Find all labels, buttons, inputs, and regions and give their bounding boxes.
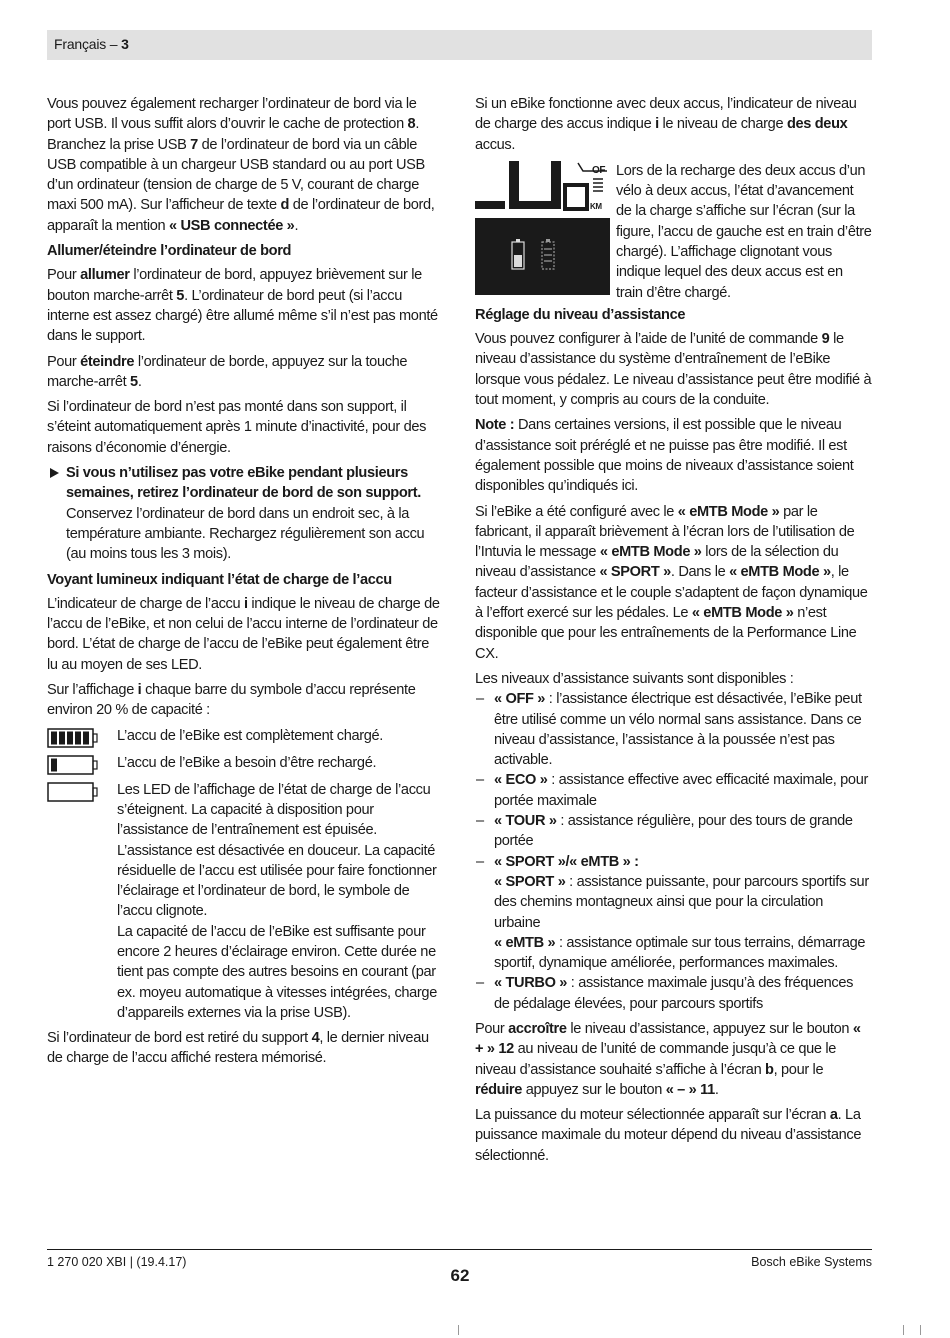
page-header [47,30,872,60]
battery-bars-paragraph: Sur l’affichage i chaque barre du symbole d’accu représente environ 20 % de capacité : [47,682,416,719]
power-on-paragraph: Pour allumer l’ordinateur de bord, appuyez brièvement sur le bouton marche-arrêt 5. L’ordinateur de bord peut (si l’accu interne est assez chargé) être allumé même s’il n’est pas monté dans le support. [47,267,438,345]
battery-low-row: L’accu de l’eBike a besoin d’être rechargé. [47,753,443,775]
crop-mark [903,1325,904,1335]
header-language: Français [54,36,107,52]
header-title [54,36,129,52]
right-column [475,94,872,1171]
storage-warning: Si vous n’utilisez pas votre eBike pendant plusieurs semaines, retirez l’ordinateur de bord de son support. Conservez l’ordinateur de bord dans un endroit sec, à la température ambiante. Rechargez régulièrement son accu (au moins tous les 3 mois). [47,463,443,564]
footer-doc-ref: 1 270 020 XBI | (19.4.17) [47,1255,187,1269]
assist-config-paragraph: Vous pouvez configurer à l’aide de l’unité de commande 9 le niveau d’assistance du système d’entraînement de l’eBike lorsque vous pédalez. Le niveau d’assistance peut être modifié à tout moment, y compris au cours de la conduite. [475,331,872,409]
usb-charge-paragraph: Vous pouvez également recharger l’ordinateur de bord via le port USB. Il vous suffit alors d’ouvrir le cache de protection 8. Branchez la prise USB 7 de l’ordinateur de bord via un câble USB compatible à un chargeur USB standard ou au port USB d’un ordinateur (tension de charge de 5 V, courant de charge maxi 500 mA). Sur l’afficheur de texte d de l’ordinateur de bord, apparaît la mention « USB connectée ». [47,96,435,234]
dual-battery-figure [475,161,872,301]
battery-full-row: L’accu de l’eBike est complètement chargé. [47,726,443,748]
section-heading-onoff: Allumer/éteindre l’ordinateur de bord [47,243,292,260]
power-paragraph: La puissance du moteur sélectionnée apparaît sur l’écran a. La puissance maximale du moteur dépend du niveau d’assistance sélectionné. [475,1107,862,1164]
page-number: 62 [450,1266,470,1285]
footer-brand: Bosch eBike Systems [751,1255,872,1269]
two-batteries-paragraph: Si un eBike fonctionne avec deux accus, l’indicateur de niveau de charge des accus indique i le niveau de charge des deux accus. [475,96,857,153]
section-heading-assist: Réglage du niveau d’assistance [475,306,686,323]
list-item: – « ECO » : assistance effective avec efficacité maximale, pour portée maximale [476,772,868,809]
auto-off-paragraph: Si l’ordinateur de bord n’est pas monté dans son support, il s’éteint automatiquement après 1 minute d’inactivité, pour des raisons d’économie d’énergie. [47,399,427,456]
display-of-label: OF [592,164,606,176]
power-off-paragraph: Pour éteindre l’ordinateur de borde, appuyez sur la touche marche-arrêt 5. [47,353,408,390]
emtb-paragraph: Si l’eBike a été configuré avec le « eMTB Mode » par le fabricant, il apparaît brièvement à l’écran lors de l’utilisation de l’Intuvia le message « eMTB Mode » lors de la sélection du niveau d’assistance « SPORT ». Dans le « eMTB Mode », le facteur d’assistance et le couple s’adaptent de façon dynamique à l’effort exercé sur les pédales. Le « eMTB Mode » n’est disponible que pour les entraînements de la Performance Line CX. [475,503,868,662]
left-column [47,94,443,1074]
footer-divider [47,1249,872,1250]
battery-empty-icon [47,782,99,802]
triangle-bullet-icon [50,468,59,478]
header-section-number: 3 [121,36,129,52]
display-figure [475,161,610,295]
header-separator: – [106,36,122,52]
memory-paragraph: Si l’ordinateur de bord est retiré du support 4, le dernier niveau de charge de l’accu affiché restera mémorisé. [47,1030,429,1067]
section-heading-battery-led: Voyant lumineux indiquant l’état de charge de l’accu [47,571,392,588]
battery-low-icon [47,755,99,775]
note-paragraph: Note : Dans certaines versions, il est possible que le niveau d’assistance soit préréglé et ne puisse pas être modifié. Il est également possible que moins de niveaux d’assistance soient disponibles qu’indiqués ici. [475,417,854,495]
crop-mark [920,1325,921,1335]
increase-paragraph: Pour accroître le niveau d’assistance, appuyez sur le bouton « + » 12 au niveau de l’unité de commande jusqu’à ce que le niveau d’assistance souhaité s’affiche à l’écran b, pour le réduire appuyez sur le bouton « – » 11. [475,1020,861,1098]
crop-mark [458,1325,459,1335]
list-item: – « SPORT »/« eMTB » : « SPORT » : assistance puissante, pour parcours sportifs sur des chemins montagneux ainsi que pour la circulation urbaine « eMTB » : assistance optimale sur tous terrains, démarrage sportif, dynamique améliorée, performances maximales. [476,853,869,972]
display-km-label: KM [590,201,602,211]
battery-empty-row: Les LED de l’affichage de l’état de charge de l’accu s’éteignent. La capacité à disposition pour l’assistance de l’entraînement est épuisée. L’assistance est désactivée en douceur. La capacité résiduelle de l’accu est utilisée pour faire fonctionner l’éclairage et l’ordinateur de bord, le symbole de l’accu clignote. La capacité de l’accu de l’eBike est suffisante pour encore 2 heures d’éclairage environ. Cette durée ne tient pas compte des autres besoins en courant (par ex. moyeu automatique à vitesses intégrées, charge d’appareils externes via la prise USB). [47,780,443,1024]
dual-charge-text: Lors de la recharge des deux accus d’un vélo à deux accus, l’état d’avancement de la charge s’affiche sur l’écran (sur la figure, l’accu de gauche est en train d’être chargé). L’affichage clignotant vous indique lequel des deux accus est en train d’être chargé. [616,162,872,301]
battery-indicator-paragraph: L’indicateur de charge de l’accu i indique le niveau de charge de l’accu de l’eBike, et non celui de l’accu interne de l’ordinateur de bord. L’état de charge de l’accu de l’eBike peut également être lu au moyen de ses LED. [47,595,440,673]
list-item: – « TURBO » : assistance maximale jusqu’à des fréquences de pédalage élevées, pour parcours sportifs [476,975,854,1012]
assist-levels-list [475,689,872,1014]
list-item: – « OFF » : l’assistance électrique est désactivée, l’eBike peut être utilisé comme un vélo normal sans assistance. Dans ce niveau d’assistance, l’assistance à la poussée n’est pas activable. [476,691,862,769]
battery-full-icon [47,728,99,748]
levels-intro: Les niveaux d’assistance suivants sont disponibles : [475,670,794,687]
list-item: – « TOUR » : assistance régulière, pour des tours de grande portée [476,813,853,850]
